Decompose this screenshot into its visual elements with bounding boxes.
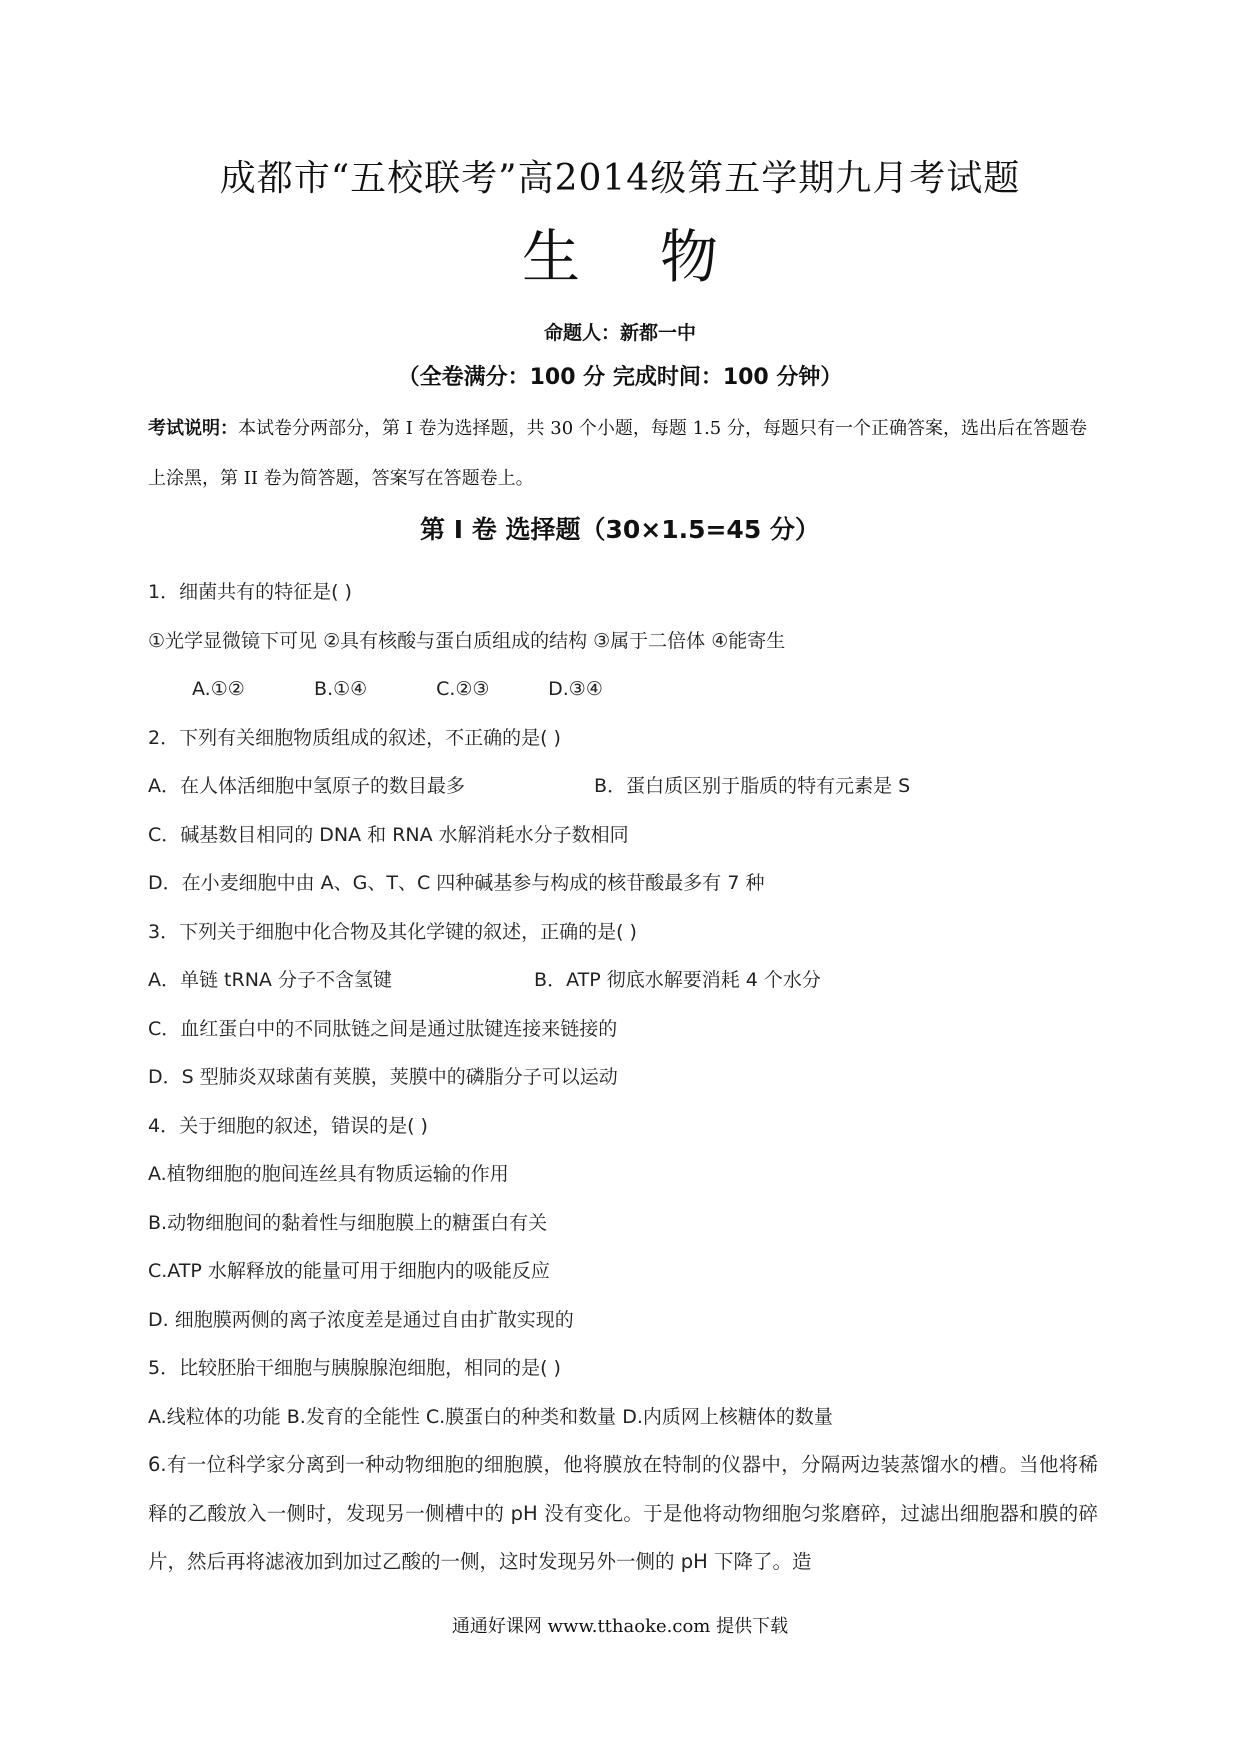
q1-options <box>148 665 1098 714</box>
q3-option-d: D．S 型肺炎双球菌有荚膜，荚膜中的磷脂分子可以运动 <box>148 1066 618 1088</box>
q4-option-a: A.植物细胞的胞间连丝具有物质运输的作用 <box>148 1163 509 1185</box>
q6-text: 6.有一位科学家分离到一种动物细胞的细胞膜，他将膜放在特制的仪器中，分隔两边装蒸馏水的槽。当他将稀释的乙酸放入一侧时，发现另一侧槽中的 pH 没有变化。于是他将动物细胞匀浆磨碎，过滤出细胞器和膜的碎片，然后再将滤液加到加过乙酸的一侧，这时发现另外一侧的 pH 下降了。造 <box>148 1453 1098 1573</box>
question-list <box>148 568 1098 1587</box>
q5-options: A.线粒体的功能 B.发育的全能性 C.膜蛋白的种类和数量 D.内质网上核糖体的数量 <box>148 1405 833 1428</box>
footer-credit: 通通好课网 www.tthaoke.com 提供下载 <box>451 1616 789 1637</box>
q4-option-d: D. 细胞膜两侧的离子浓度差是通过自由扩散实现的 <box>148 1308 574 1331</box>
q2-option-d: D．在小麦细胞中由 A、G、T、C 四种碱基参与构成的核苷酸最多有 7 种 <box>148 872 765 894</box>
q4-option-c: C.ATP 水解释放的能量可用于细胞内的吸能反应 <box>148 1260 550 1282</box>
q2-option-b: B．蛋白质区别于脂质的特有元素是 S <box>594 775 911 797</box>
q3-option-a: A．单链 tRNA 分子不含氢键 <box>148 969 392 991</box>
q2-stem: 2．下列有关细胞物质组成的叙述，不正确的是( ) <box>148 726 561 749</box>
exam-instructions <box>148 404 1098 504</box>
instructions-label: 考试说明： <box>148 418 238 439</box>
q2-option-a: A．在人体活细胞中氢原子的数目最多 <box>148 775 465 797</box>
q2-options-ab <box>148 762 1098 811</box>
q1-option-c: C.②③ <box>436 678 490 700</box>
q1-option-d: D.③④ <box>548 678 603 700</box>
q1-option-a: A.①② <box>192 678 245 700</box>
score-time-line: （全卷满分：100 分 完成时间：100 分钟） <box>397 365 843 390</box>
q4-stem: 4．关于细胞的叙述，错误的是( ) <box>148 1114 428 1137</box>
q1-stem: 1．细菌共有的特征是( ) <box>148 581 352 603</box>
q4-option-b: B.动物细胞间的黏着性与细胞膜上的糖蛋白有关 <box>148 1211 548 1234</box>
subject-title: 生物 <box>521 223 798 291</box>
q2-option-c: C．碱基数目相同的 DNA 和 RNA 水解消耗水分子数相同 <box>148 823 629 846</box>
q1-statements: ①光学显微镜下可见 ②具有核酸与蛋白质组成的结构 ③属于二倍体 ④能寄生 <box>148 629 786 652</box>
section-title: 第 I 卷 选择题（30×1.5=45 分） <box>420 515 820 544</box>
instructions-text: 本试卷分两部分，第 I 卷为选择题，共 30 个小题，每题 1.5 分，每题只有一个正确答案，选出后在答题卷上涂黑，第 II 卷为简答题，答案写在答题卷上。 <box>148 418 1087 489</box>
q1-option-b: B.①④ <box>314 678 368 700</box>
exam-title: 成都市“五校联考”高2014级第五学期九月考试题 <box>219 158 1021 199</box>
author-line: 命题人：新都一中 <box>543 322 696 344</box>
q3-option-b: B．ATP 彻底水解要消耗 4 个水分 <box>534 969 821 991</box>
q3-stem: 3．下列关于细胞中化合物及其化学键的叙述，正确的是( ) <box>148 920 637 943</box>
q3-option-c: C．血红蛋白中的不同肽链之间是通过肽键连接来链接的 <box>148 1017 618 1040</box>
q3-options-ab <box>148 956 1098 1005</box>
q5-stem: 5．比较胚胎干细胞与胰腺腺泡细胞，相同的是( ) <box>148 1357 561 1379</box>
